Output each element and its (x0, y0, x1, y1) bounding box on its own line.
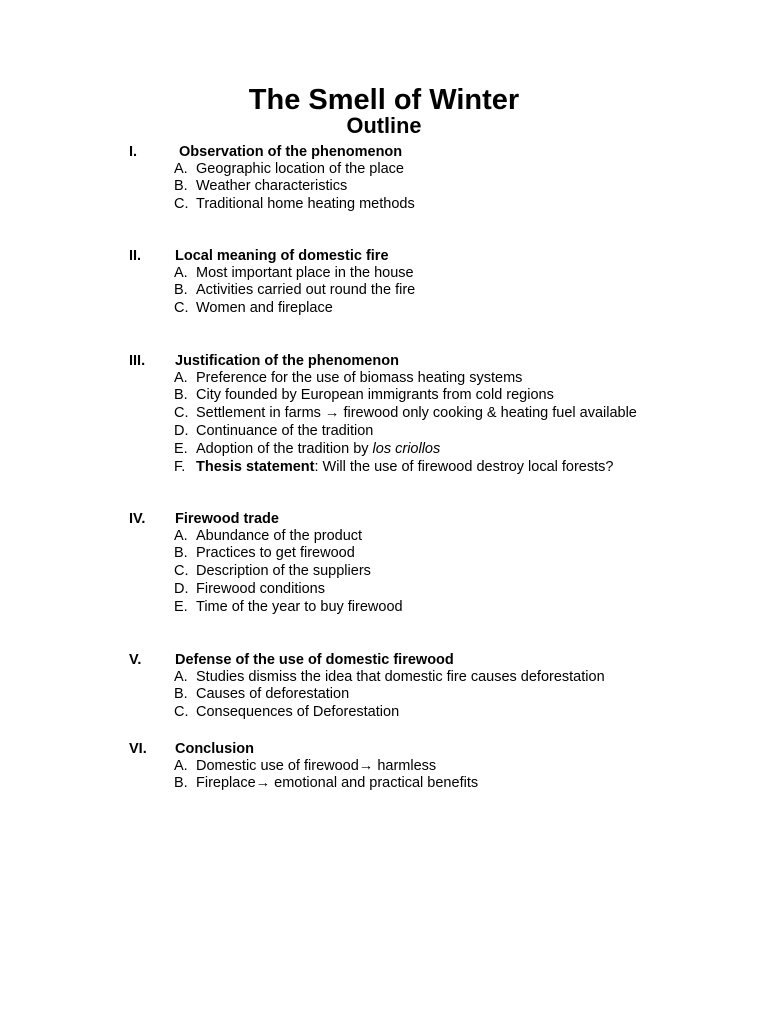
item-text: Weather characteristics (196, 178, 348, 195)
item-text: Domestic use of firewood→ harmless (196, 757, 437, 774)
item-letter: C. (174, 196, 189, 213)
item-letter: B. (174, 545, 188, 562)
item-text (196, 459, 613, 477)
item-letter: B. (174, 178, 188, 195)
section-numeral: III. (129, 353, 146, 369)
item-text: Geographic location of the place (196, 160, 404, 177)
item-text: City founded by European immigrants from cold regions (196, 387, 554, 404)
item-text: Studies dismiss the idea that domestic fire causes deforestation (196, 668, 605, 685)
section-heading: Conclusion (175, 741, 254, 757)
item-text: Fireplace→ emotional and practical benefits (196, 775, 479, 792)
item-letter: B. (174, 686, 188, 703)
item-letter: E. (174, 599, 188, 616)
item-text-italic: los criollos (372, 441, 441, 458)
item-letter: B. (174, 282, 188, 299)
item-letter: D. (174, 581, 189, 598)
item-letter: C. (174, 704, 189, 721)
item-letter: C. (174, 300, 189, 317)
item-letter: B. (174, 775, 188, 792)
item-text: Practices to get firewood (196, 545, 355, 562)
section-heading: Observation of the phenomenon (179, 144, 403, 160)
item-text (196, 441, 440, 459)
item-letter: F. (174, 458, 186, 475)
item-text: Traditional home heating methods (196, 196, 415, 213)
section-heading: Justification of the phenomenon (175, 353, 399, 369)
item-text: Women and fireplace (196, 300, 333, 317)
item-text: Abundance of the product (196, 527, 363, 544)
item-letter: E. (174, 441, 188, 458)
item-letter: C. (174, 563, 189, 580)
section-heading: Firewood trade (175, 511, 279, 527)
section-numeral: IV. (129, 511, 146, 527)
section-numeral: I. (129, 144, 138, 160)
item-text: Activities carried out round the fire (196, 282, 416, 299)
section-numeral: II. (129, 248, 142, 264)
section-numeral: VI. (129, 741, 147, 757)
item-letter: A. (174, 757, 188, 774)
item-letter: A. (174, 369, 188, 386)
item-letter: A. (174, 264, 188, 281)
item-letter: B. (174, 387, 188, 404)
item-text: Preference for the use of biomass heating systems (196, 369, 523, 386)
item-text: Settlement in farms → firewood only cooking & heating fuel available (196, 405, 637, 422)
item-text: Consequences of Deforestation (196, 704, 400, 721)
item-letter: A. (174, 527, 188, 544)
section-numeral: V. (129, 652, 142, 668)
item-text: Causes of deforestation (196, 686, 350, 703)
item-text: Firewood conditions (196, 581, 325, 598)
item-text: Time of the year to buy firewood (196, 599, 403, 616)
item-letter: C. (174, 405, 189, 422)
item-text: Description of the suppliers (196, 563, 371, 580)
thesis-label: Thesis statement (196, 458, 315, 475)
item-letter: A. (174, 668, 188, 685)
item-text-plain: Adoption of the tradition by (196, 441, 373, 458)
section-heading: Local meaning of domestic fire (175, 248, 389, 264)
document-subtitle: Outline (346, 113, 422, 138)
item-letter: A. (174, 160, 188, 177)
item-letter: D. (174, 423, 189, 440)
section-heading: Defense of the use of domestic firewood (175, 652, 454, 668)
item-text: Most important place in the house (196, 264, 414, 281)
thesis-text: : Will the use of firewood destroy local forests? (314, 458, 614, 475)
item-text: Continuance of the tradition (196, 423, 374, 440)
document-title: The Smell of Winter (248, 84, 520, 116)
